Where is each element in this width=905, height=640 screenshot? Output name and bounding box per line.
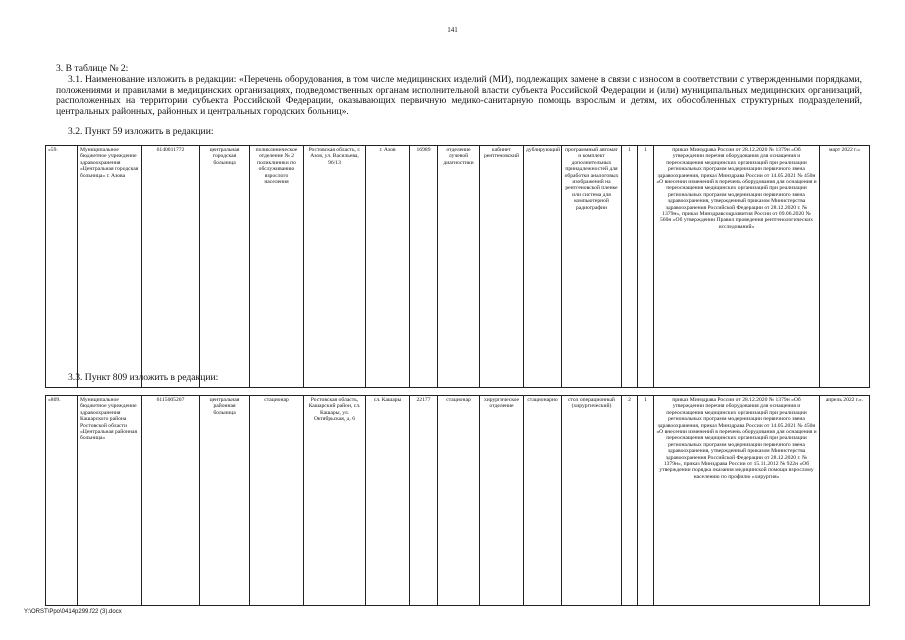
department: отделение лучевой диагностики: [438, 146, 480, 388]
organization-type: центральная городская больница: [200, 146, 250, 388]
quantity-1: 1: [622, 146, 638, 388]
department: стационар: [438, 396, 480, 606]
equipment-table-item-59: [45, 145, 870, 388]
room: хирургическое отделение: [480, 396, 524, 606]
subdivision: поликлиническое отделение № 2 поликлиники по обслуживанию взрослого населения: [250, 146, 304, 388]
row-number: «59.: [46, 146, 78, 388]
settlement: г. Азов: [366, 146, 410, 388]
address: Ростовская область, Кашарский район, сл. Кашары, ул. Октябрьская, д. 6: [304, 396, 366, 606]
paragraph-3-3: 3.3. Пункт 809 изложить в редакции:: [68, 372, 219, 383]
quantity-1: 2: [622, 396, 638, 606]
settlement: сл. Кашары: [366, 396, 410, 606]
address: Ростовская область, г. Азов, ул. Васильева, 96/13: [304, 146, 366, 388]
paragraph-3-2: 3.2. Пункт 59 изложить в редакции:: [68, 126, 214, 137]
paragraph-3-1: 3.1. Наименование изложить в редакции: «Перечень оборудования, в том числе медицинских изделий (МИ), подлежащих замене в связи с износом в соответствии с утвержденными порядками, положениями и правилами в медицинских организациях, подведомственных органам исполнительной власти субъекта Российской Федерации и (или) муниципальных медицинских организаций, расположенных на территории субъекта Российской Федерации, оказывающих первичную медико-санитарную помощь взрослым и детям, их обособленных структурных подразделений, центральных районных, районных и центральных городских больниц».: [56, 74, 862, 117]
subdivision: стационар: [250, 396, 304, 606]
legal-basis: приказ Минздрава России от 28.12.2020 № 1379н «Об утверждении перечня оборудования для оснащения и переоснащения медицинских организаций при реализации региональных программ модернизации первичного звена здравоохранения, приказ Минздрава России от 14.05.2021 № 450н «О внесении изменений в перечень оборудования для оснащения и переоснащения медицинских организаций при реализации региональных программ модернизации первичного звена здравоохранения, утвержденный приказом Министерства здравоохранения Российской Федерации от 28.12.2020 г. № 1379н», приказ Минздрава России от 15.11.2012 № 922н «Об утверждении порядка оказания медицинской помощи взрослому населению по профилю «хирургия»: [654, 396, 820, 606]
inn: 6115005207: [142, 396, 200, 606]
inn: 6140011772: [142, 146, 200, 388]
quantity-2: 1: [638, 146, 654, 388]
equipment-name: стол операционный (хирургический): [562, 396, 622, 606]
service-mode: дублирующий: [524, 146, 562, 388]
legal-basis: приказ Минздрава России от 28.12.2020 № 1379н «Об утверждении перечня оборудования для оснащения и переоснащения медицинских организаций при реализации региональных программ модернизации первичного звена здравоохранения, приказ Минздрава России от 14.05.2021 № 450н «О внесении изменений в перечень оборудования для оснащения и переоснащения медицинских организаций при реализации региональных программ модернизации первичного звена здравоохранения, утвержденный приказом Министерства здравоохранения Российской Федерации от 28.12.2020 г. № 1379н», приказ Минздравсоцразвития России от 09.06.2020 № 560н «Об утверждении Правил проведения рентгенологических исследований»: [654, 146, 820, 388]
page-number: 141: [447, 26, 458, 34]
deadline: март 2022 г.»: [820, 146, 870, 388]
organization-name: Муниципальное бюджетное учреждение здравоохранения «Центральная городская больница» г. Азова: [78, 146, 142, 388]
service-mode: стационарно: [524, 396, 562, 606]
room: кабинет рентгеновский: [480, 146, 524, 388]
row-number: «809.: [46, 396, 78, 606]
file-path-footer: Y:\ORST\Ppo\0414p299.f22 (3).docx: [24, 609, 122, 615]
deadline: апрель 2022 г.».: [820, 396, 870, 606]
equipment-table-item-809: [45, 395, 870, 606]
organization-name: Муниципальное бюджетное учреждение здравоохранения Кашарского района Ростовской области «Центральная районная больница»: [78, 396, 142, 606]
quantity-2: 1: [638, 396, 654, 606]
organization-type: центральная районная больница: [200, 396, 250, 606]
section-heading: 3. В таблице № 2:: [56, 63, 129, 74]
population: 16989: [410, 146, 438, 388]
equipment-name: программный автомат и комплект дополнительных принадлежностей для обработки аналоговых изображений на рентгеновской пленке или система для компьютерной радиографии: [562, 146, 622, 388]
population: 22177: [410, 396, 438, 606]
